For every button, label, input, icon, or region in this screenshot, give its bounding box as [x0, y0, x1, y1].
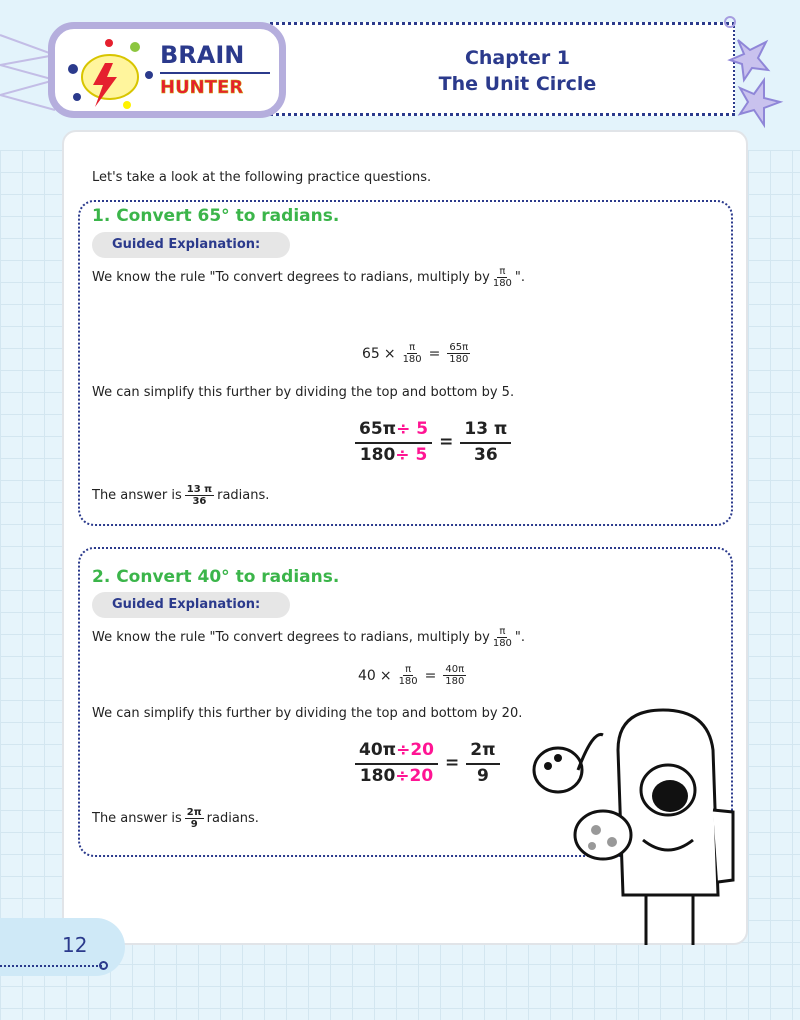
brain-icon — [65, 35, 155, 111]
guided-explanation-label: Guided Explanation: — [92, 592, 290, 618]
multiply-equation: 40 × $\frac{\pi}{180}$ = $\frac{40\pi}{180}$ — [358, 664, 465, 687]
chapter-number: Chapter 1 — [464, 47, 571, 69]
rule-text: We know the rule "To convert degrees to radians, multiply by $\frac{\pi}{180}$ ". — [92, 266, 526, 289]
brain-hunter-logo — [48, 22, 286, 118]
guided-explanation-label: Guided Explanation: — [92, 232, 290, 258]
chapter-title: The Unit Circle — [438, 73, 597, 95]
question-1-title: 1. Convert 65° to radians. — [92, 206, 340, 226]
intro-text: Let's take a look at the following practice questions. — [92, 170, 432, 185]
simplify-text: We can simplify this further by dividing the top and bottom by 5. — [92, 385, 515, 400]
page-number: 12 — [62, 933, 88, 957]
monster-illustration-icon — [528, 690, 748, 955]
logo-brain-text: BRAIN — [160, 41, 245, 69]
logo-hunter-text: HUNTER — [160, 77, 244, 98]
answer-text: The answer is $\frac{2\pi}{9}$ radians. — [92, 807, 259, 830]
question-2-title: 2. Convert 40° to radians. — [92, 567, 340, 587]
simplified-equation: $\frac{65\pi\div 5}{180\div 5}$ = $\frac{13 \pi}{36}$ — [352, 418, 514, 466]
multiply-equation: 65 × $\frac{\pi}{180}$ = $\frac{65\pi}{180}$ — [362, 342, 469, 365]
answer-text: The answer is $\frac{13 \pi}{36}$ radians. — [92, 484, 270, 507]
star-decoration-icon — [718, 10, 788, 130]
simplified-equation: $\frac{40\pi\div 20}{180\div 20}$ = $\frac{2\pi}{9}$ — [352, 739, 503, 787]
rule-text: We know the rule "To convert degrees to radians, multiply by $\frac{\pi}{180}$ ". — [92, 626, 526, 649]
simplify-text: We can simplify this further by dividing the top and bottom by 20. — [92, 706, 523, 721]
